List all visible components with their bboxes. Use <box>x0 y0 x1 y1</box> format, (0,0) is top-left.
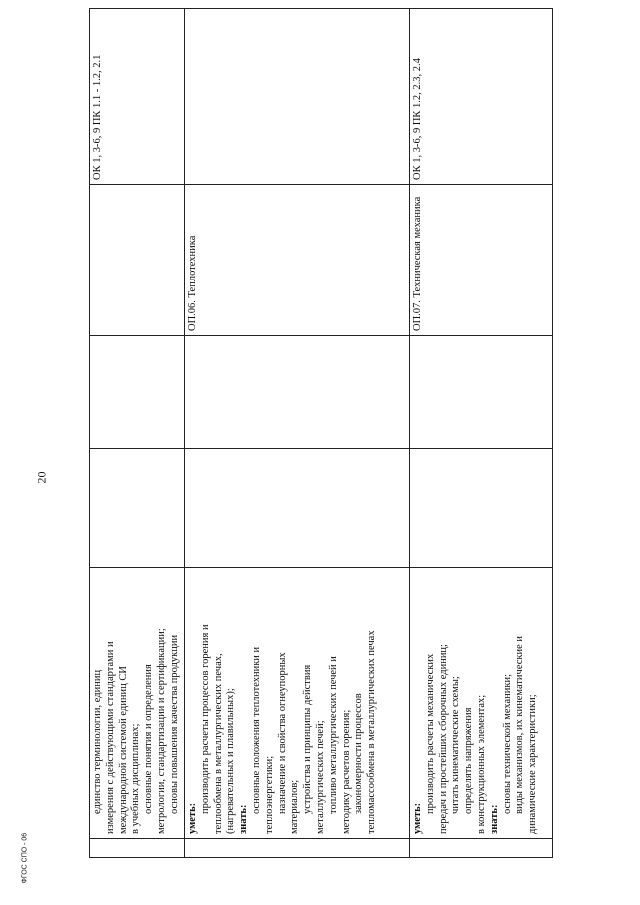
table-cell <box>90 839 185 858</box>
table-cell <box>90 336 185 449</box>
text-line: методику расчетов горения; <box>340 709 352 834</box>
text-line: теплообмена в металлургических печах, <box>212 653 224 834</box>
discipline-cell <box>90 185 185 336</box>
knowledge-cell <box>185 568 410 839</box>
text-line: основные понятия и определения <box>143 664 155 814</box>
table-row <box>185 9 410 858</box>
competency-table-rotated <box>89 38 552 858</box>
competency-cell: ОК 1, 3-6, 9 ПК 1.2, 2.3, 2.4 <box>410 9 553 185</box>
text-line: металлургических печей; <box>314 720 326 834</box>
table-cell <box>410 449 553 568</box>
knowledge-cell <box>410 568 553 839</box>
table-cell <box>185 449 410 568</box>
table-cell <box>410 336 553 449</box>
text-line: измерения с действующими стандартами и <box>104 641 116 834</box>
text-line: материалов; <box>289 779 301 834</box>
discipline-cell: ОП.07. Техническая механика <box>410 185 553 336</box>
text-line: виды механизмов, их кинематические и <box>514 635 526 814</box>
text-line: производить расчеты механических <box>424 653 436 814</box>
table-cell <box>185 336 410 449</box>
text-line: устройства и принципы действия <box>302 664 314 814</box>
competency-cell: ОК 1, 3-6, 9 ПК 1.1 - 1.2, 2.1 <box>90 9 185 185</box>
page-number: 20 <box>34 471 49 484</box>
text-line: топливо металлургических печей и <box>327 656 339 814</box>
text-line: определять напряжения <box>463 707 475 814</box>
text-line: передач и простейших сборочных единиц; <box>437 644 449 834</box>
znat-label: знать: <box>488 804 500 834</box>
text-line: динамические характеристики; <box>527 694 539 834</box>
text-line: основные положения теплотехники и <box>250 646 262 814</box>
text-line: закономерности процессов <box>353 693 365 814</box>
text-line: теплоэнергетики; <box>263 755 275 834</box>
knowledge-cell <box>90 568 185 839</box>
umet-label: уметь: <box>412 802 423 834</box>
text-line: международной системой единиц СИ <box>117 666 129 834</box>
table-row <box>90 9 185 858</box>
text-line: основы повышения качества продукции <box>168 634 180 814</box>
text-line: основы технической механики; <box>501 673 513 814</box>
text-line: метрологии, стандартизации и сертификации; <box>155 628 167 834</box>
competency-cell <box>185 9 410 185</box>
text-line: в конструкционных элементах; <box>475 694 487 834</box>
text-line: единство терминологии, единиц <box>92 669 103 814</box>
text-line: (нагревательных и плавильных); <box>225 688 237 834</box>
table-cell <box>410 839 553 858</box>
umet-label: уметь: <box>187 802 198 834</box>
text-line: читать кинематические схемы; <box>450 676 462 814</box>
table-cell <box>185 839 410 858</box>
text-line: производить расчеты процессов горения и <box>199 624 211 814</box>
competency-table <box>89 8 553 858</box>
table-row <box>410 9 553 858</box>
text-line: в учебных дисциплинах; <box>130 723 142 834</box>
text-line: тепломассообмена в металлургических печах <box>366 630 378 834</box>
footer-code: ФГОС СПО - 06 <box>21 832 29 884</box>
table-cell <box>90 449 185 568</box>
text-line: назначение и свойства огнеупорных <box>276 652 288 814</box>
znat-label: знать: <box>238 804 250 834</box>
discipline-cell: ОП.06. Теплотехника <box>185 185 410 336</box>
